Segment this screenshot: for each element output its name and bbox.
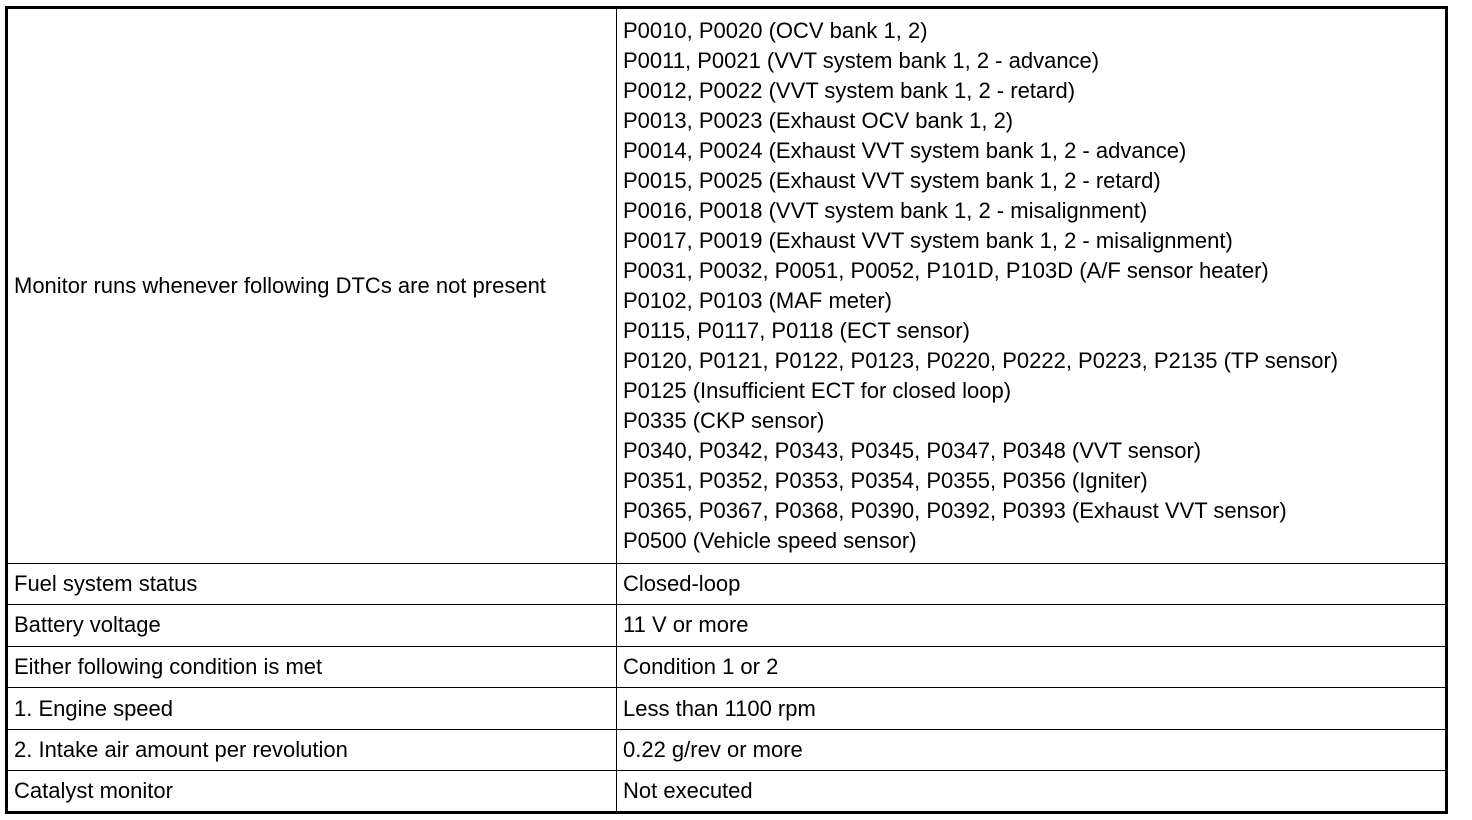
dtc-line: P0500 (Vehicle speed sensor) <box>623 527 917 553</box>
table-row-fuel-system <box>7 563 1447 605</box>
dtc-line: P0351, P0352, P0353, P0354, P0355, P0356 (Igniter) <box>623 467 1148 493</box>
value-cell: Closed-loop <box>617 563 1447 605</box>
table-row-intake-air <box>7 729 1447 771</box>
param-cell: Fuel system status <box>7 563 617 605</box>
dtc-line: P0031, P0032, P0051, P0052, P101D, P103D (A/F sensor heater) <box>623 257 1269 283</box>
monitor-conditions-table <box>5 6 1448 814</box>
table-row-engine-speed <box>7 688 1447 730</box>
value-cell: 11 V or more <box>617 605 1447 647</box>
dtc-line: P0012, P0022 (VVT system bank 1, 2 - retard) <box>623 77 1076 103</box>
value-cell: 0.22 g/rev or more <box>617 729 1447 771</box>
value-cell: Not executed <box>617 771 1447 813</box>
dtc-line: P0115, P0117, P0118 (ECT sensor) <box>623 317 970 343</box>
param-cell: Monitor runs whenever following DTCs are not present <box>7 8 617 564</box>
dtc-line: P0102, P0103 (MAF meter) <box>623 287 893 313</box>
dtc-line: P0017, P0019 (Exhaust VVT system bank 1, 2 - misalignment) <box>623 227 1233 253</box>
value-cell: Less than 1100 rpm <box>617 688 1447 730</box>
table-row-either-condition <box>7 646 1447 688</box>
param-cell: Catalyst monitor <box>7 771 617 813</box>
dtc-line: P0016, P0018 (VVT system bank 1, 2 - misalignment) <box>623 197 1148 223</box>
dtc-list-cell <box>617 8 1447 564</box>
param-cell: Battery voltage <box>7 605 617 647</box>
table-row-dtc-monitor <box>7 8 1447 564</box>
param-cell: Either following condition is met <box>7 646 617 688</box>
value-cell: Condition 1 or 2 <box>617 646 1447 688</box>
table-row-catalyst <box>7 771 1447 813</box>
dtc-line: P0340, P0342, P0343, P0345, P0347, P0348 (VVT sensor) <box>623 437 1202 463</box>
dtc-line: P0120, P0121, P0122, P0123, P0220, P0222, P0223, P2135 (TP sensor) <box>623 347 1339 373</box>
param-cell: 1. Engine speed <box>7 688 617 730</box>
dtc-line: P0125 (Insufficient ECT for closed loop) <box>623 377 1012 403</box>
dtc-line: P0013, P0023 (Exhaust OCV bank 1, 2) <box>623 107 1014 133</box>
dtc-line: P0011, P0021 (VVT system bank 1, 2 - advance) <box>623 47 1100 73</box>
dtc-line: P0335 (CKP sensor) <box>623 407 825 433</box>
dtc-line: P0010, P0020 (OCV bank 1, 2) <box>623 17 928 43</box>
param-cell: 2. Intake air amount per revolution <box>7 729 617 771</box>
dtc-line: P0014, P0024 (Exhaust VVT system bank 1, 2 - advance) <box>623 137 1187 163</box>
table-row-battery <box>7 605 1447 647</box>
dtc-line: P0365, P0367, P0368, P0390, P0392, P0393 (Exhaust VVT sensor) <box>623 497 1287 523</box>
dtc-line: P0015, P0025 (Exhaust VVT system bank 1, 2 - retard) <box>623 167 1161 193</box>
